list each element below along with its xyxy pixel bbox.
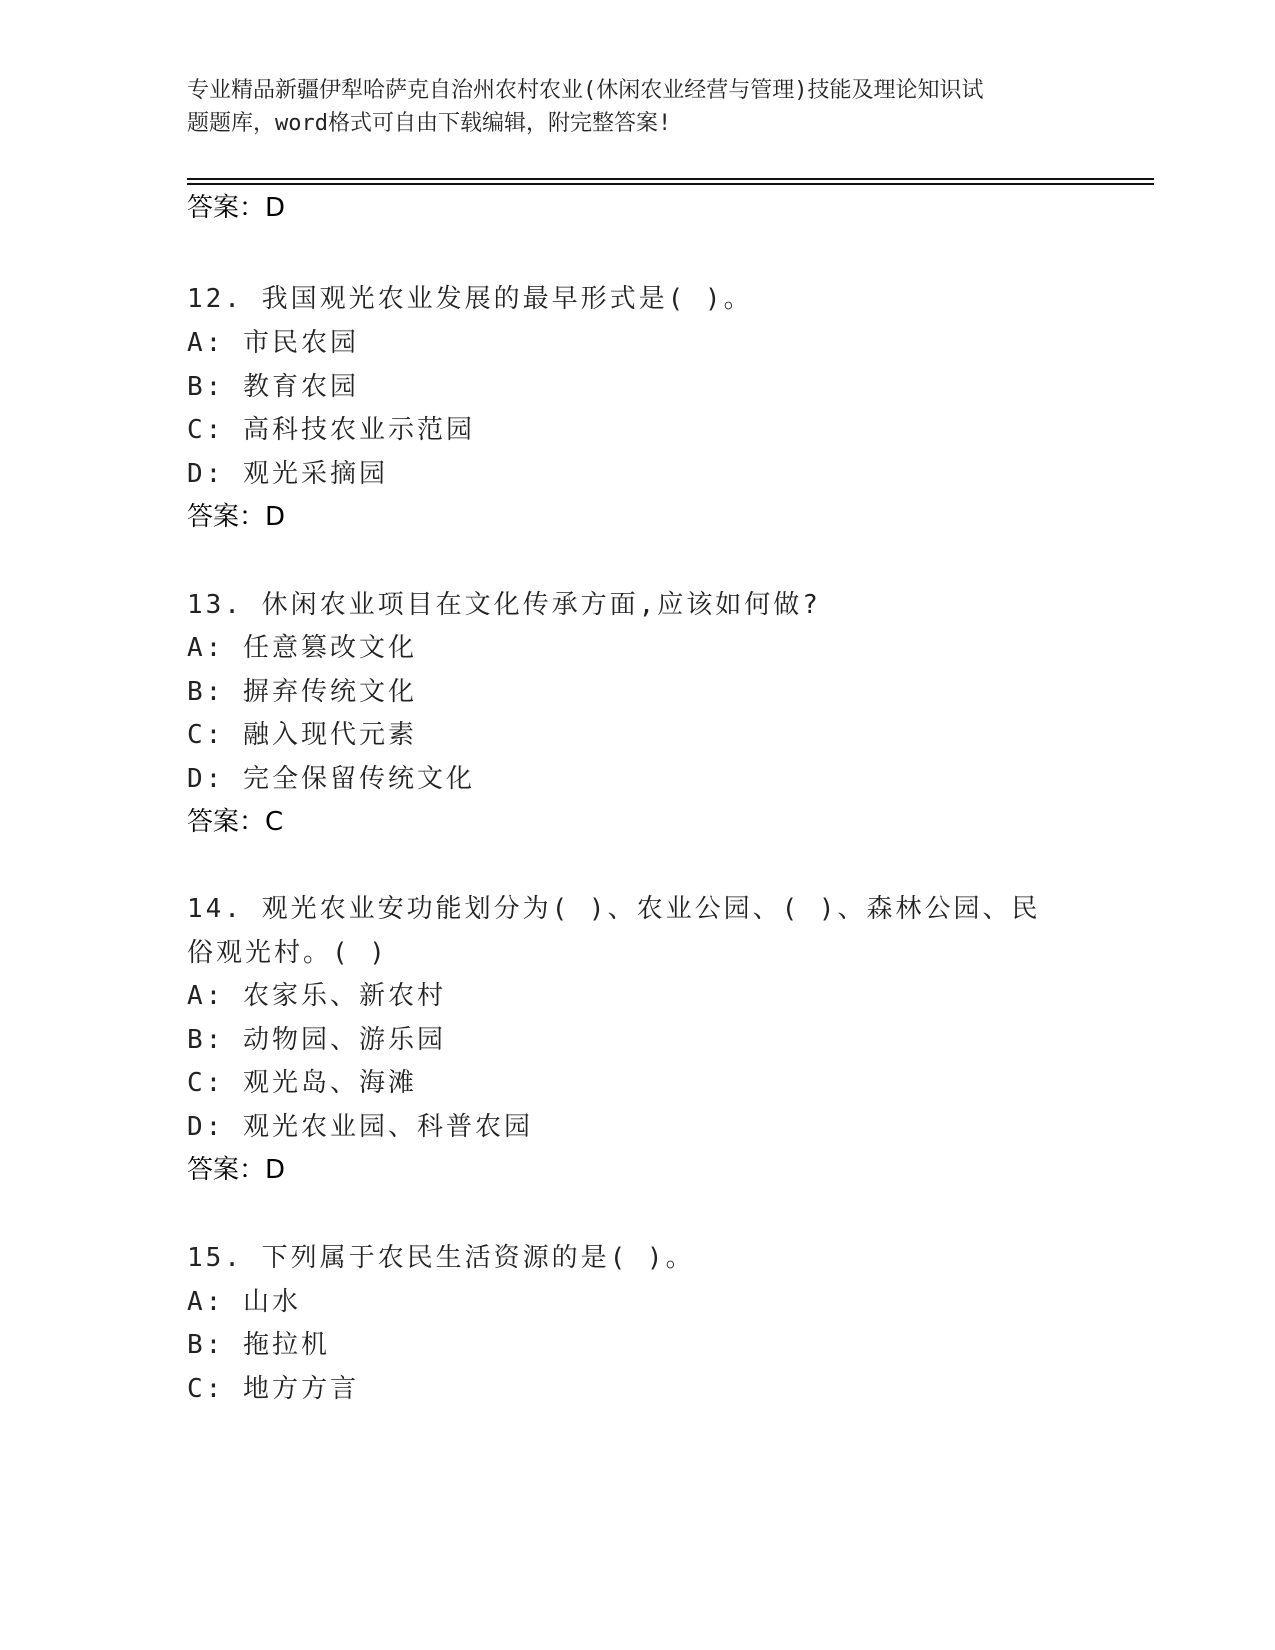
option-c: C: 观光岛、海滩 (187, 1068, 417, 1098)
option-a: A: 农家乐、新农村 (187, 981, 446, 1011)
question-text-line-2: 俗观光村。( ) (187, 938, 388, 968)
document-header (187, 74, 1087, 140)
option-c: C: 融入现代元素 (187, 720, 417, 750)
option-d: D: 完全保留传统文化 (187, 764, 475, 794)
option-c: C: 高科技农业示范园 (187, 415, 475, 445)
option-c: C: 地方方言 (187, 1374, 359, 1404)
answer-label: 答案：D (187, 193, 286, 223)
question-text: 15. 下列属于农民生活资源的是( )。 (187, 1243, 695, 1273)
header-line-1: 专业精品新疆伊犁哈萨克自治州农村农业(休闲农业经营与管理)技能及理论知识试 (187, 78, 984, 103)
option-b: B: 摒弃传统文化 (187, 677, 417, 707)
answer-label: 答案：D (187, 502, 286, 532)
option-a: A: 市民农园 (187, 328, 359, 358)
header-divider-bottom (187, 183, 1154, 185)
header-line-2: 题题库，word格式可自由下载编辑，附完整答案! (187, 111, 672, 136)
option-a: A: 山水 (187, 1287, 301, 1317)
answer-label: 答案：D (187, 1155, 286, 1185)
question-text: 13. 休闲农业项目在文化传承方面,应该如何做? (187, 590, 821, 620)
header-divider-top (187, 178, 1154, 180)
question-text: 12. 我国观光农业发展的最早形式是( )。 (187, 284, 753, 314)
answer-label: 答案：C (187, 807, 284, 837)
question-text-line-1: 14. 观光农业安功能划分为( )、农业公园、( )、森林公园、民 (187, 894, 1041, 924)
option-d: D: 观光采摘园 (187, 459, 388, 489)
option-b: B: 动物园、游乐园 (187, 1025, 446, 1055)
option-a: A: 任意篡改文化 (187, 633, 417, 663)
option-d: D: 观光农业园、科普农园 (187, 1112, 533, 1142)
option-b: B: 教育农园 (187, 372, 359, 402)
option-b: B: 拖拉机 (187, 1330, 330, 1360)
